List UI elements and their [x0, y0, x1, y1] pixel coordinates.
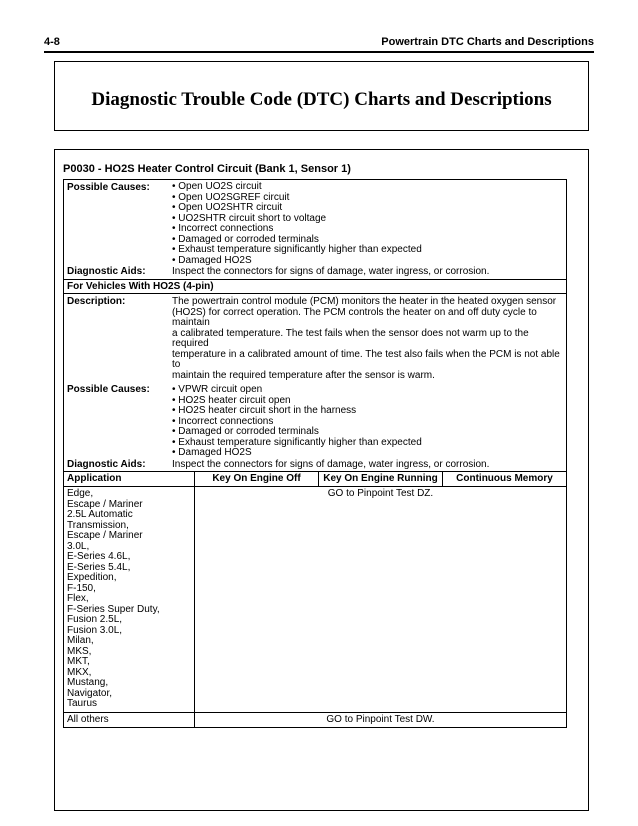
application-item: Taurus — [67, 698, 98, 709]
section-title: Powertrain DTC Charts and Descriptions — [381, 36, 594, 48]
col-koer: Key On Engine Running — [319, 472, 443, 486]
application-item: Fusion 3.0L, — [67, 624, 123, 636]
application-item: Expedition, — [67, 572, 117, 583]
application-row — [64, 712, 566, 728]
cause-item: • Exhaust temperature significantly higher than expected — [172, 245, 560, 256]
dtc-heading: P0030 - HO2S Heater Control Circuit (Bank 1, Sensor 1) — [63, 163, 351, 175]
application-item: Edge, — [67, 488, 94, 499]
application-item: Transmission, — [67, 519, 129, 531]
application-item: F-150, — [67, 582, 96, 594]
title-box — [54, 61, 589, 131]
description-row — [64, 293, 566, 381]
page-header — [44, 36, 594, 50]
application-item: Escape / Mariner — [67, 498, 143, 510]
diagnostic-aids-text: Inspect the connectors for signs of damage, water ingress, or corrosion. — [172, 266, 490, 277]
col-continuous-memory: Continuous Memory — [456, 473, 553, 484]
description-line: The powertrain control module (PCM) monitors the heater in the heated oxygen sensor — [172, 296, 557, 307]
application-item: Milan, — [67, 635, 94, 646]
application-item: Navigator, — [67, 687, 113, 699]
application-list — [64, 713, 195, 728]
col-application: Application — [64, 472, 195, 486]
application-row — [64, 486, 566, 712]
description-line: (HO2S) for correct operation. The PCM controls the heater on and off duty cycle to maintain — [172, 306, 537, 328]
cause-item: • Open UO2SHTR circuit — [172, 203, 560, 214]
cause-item: • Incorrect connections — [172, 224, 560, 235]
application-list — [64, 487, 195, 712]
diagnostic-aids-label-2: Diagnostic Aids: — [67, 458, 146, 470]
cause-item: • HO2S heater circuit short in the harness — [172, 406, 560, 417]
header-divider — [44, 51, 594, 53]
application-item: Escape / Mariner — [67, 530, 143, 541]
pinpoint-test-dz: GO to Pinpoint Test DZ. — [327, 488, 434, 499]
application-item: All others — [67, 713, 109, 725]
possible-causes-row-2 — [64, 381, 566, 459]
cause-item: • HO2S heater circuit open — [172, 396, 560, 407]
cause-item: • Incorrect connections — [172, 417, 560, 428]
cause-item: • Open UO2S circuit — [172, 182, 560, 193]
description-text — [172, 297, 566, 381]
description-line: maintain the required temperature after the sensor is warm. — [172, 369, 435, 381]
cause-item: • UO2SHTR circuit short to voltage — [172, 214, 560, 225]
application-item: 2.5L Automatic — [67, 509, 133, 520]
application-item: MKT, — [67, 656, 90, 667]
col-koeo: Key On Engine Off — [195, 472, 319, 486]
application-item: MKX, — [67, 666, 92, 678]
application-item: E-Series 4.6L, — [67, 551, 131, 562]
cause-item: • Damaged or corroded terminals — [172, 235, 560, 246]
description-line: a calibrated temperature. The test fails when the sensor does not warm up to the required — [172, 327, 529, 349]
application-item: Mustang, — [67, 677, 109, 688]
cause-item: • Damaged or corroded terminals — [172, 427, 560, 438]
application-item: Flex, — [67, 593, 89, 604]
cause-item: • Open UO2SGREF circuit — [172, 193, 560, 204]
diagnostic-aids-label: Diagnostic Aids: — [67, 266, 146, 277]
application-item: E-Series 5.4L, — [67, 561, 131, 573]
cause-item: • Exhaust temperature significantly higher than expected — [172, 438, 560, 449]
application-header-row — [64, 471, 566, 486]
cause-item: • Damaged HO2S — [172, 448, 560, 459]
application-item: MKS, — [67, 645, 92, 657]
dtc-table — [63, 179, 567, 728]
possible-causes-label: Possible Causes: — [67, 182, 150, 193]
application-item: F-Series Super Duty, — [67, 603, 160, 615]
variant-heading: For Vehicles With HO2S (4-pin) — [64, 279, 566, 294]
description-label: Description: — [67, 296, 126, 307]
possible-causes-list — [172, 182, 560, 266]
pinpoint-test-dw: GO to Pinpoint Test DW. — [326, 713, 435, 725]
cause-item: • Damaged HO2S — [172, 256, 560, 267]
page-number: 4-8 — [44, 36, 60, 48]
application-item: Fusion 2.5L, — [67, 614, 123, 625]
description-line: temperature in a calibrated amount of time. The test also fails when the PCM is not able to — [172, 348, 560, 370]
diagnostic-aids-row-2 — [64, 459, 566, 472]
cause-item: • VPWR circuit open — [172, 385, 560, 396]
diagnostic-aids-text-2: Inspect the connectors for signs of damage, water ingress, or corrosion. — [172, 458, 490, 470]
possible-causes-row — [64, 180, 566, 266]
page-title: Diagnostic Trouble Code (DTC) Charts and Descriptions — [91, 89, 552, 110]
possible-causes-label-2: Possible Causes: — [67, 384, 150, 395]
possible-causes-list-2 — [172, 385, 560, 459]
diagnostic-aids-row — [64, 266, 566, 279]
application-item: 3.0L, — [67, 540, 90, 552]
